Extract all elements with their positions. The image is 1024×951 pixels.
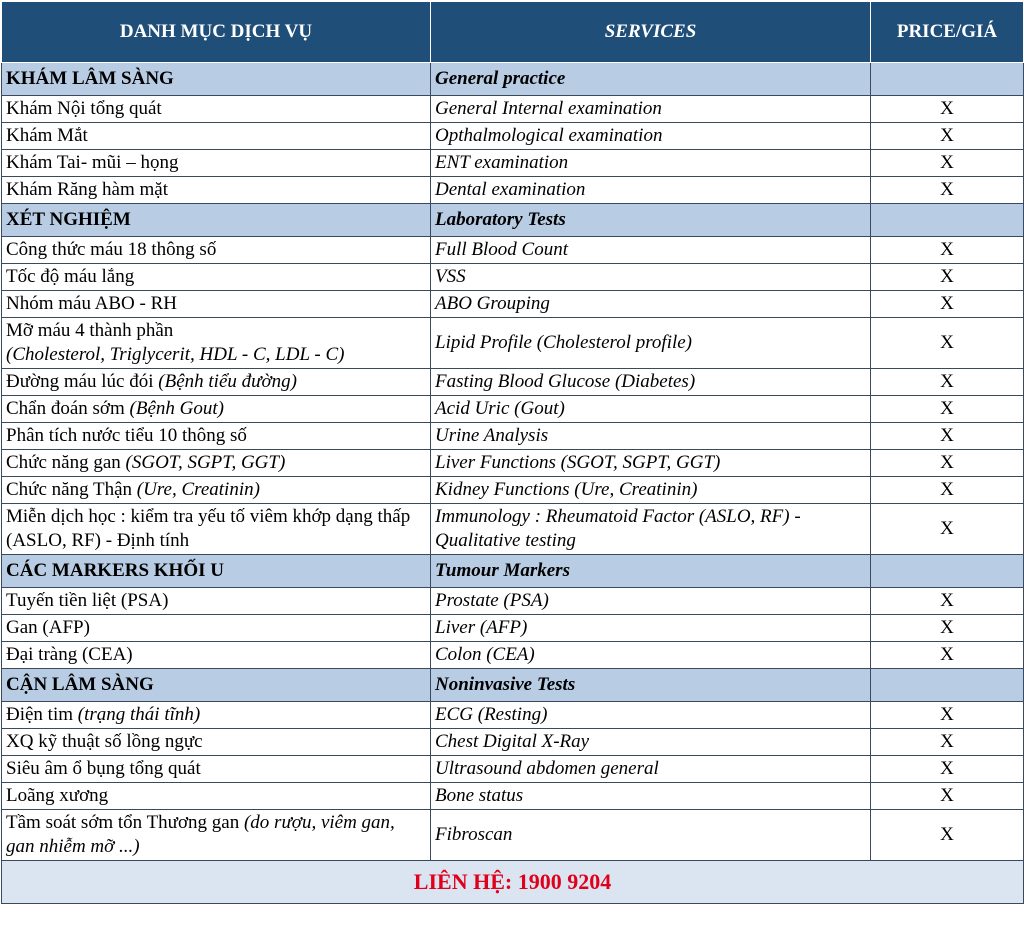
section-title-en: Tumour Markers xyxy=(431,555,871,588)
service-name-en: Bone status xyxy=(431,783,871,810)
service-name-vi-text: Khám Mắt xyxy=(6,125,88,146)
service-name-en: General Internal examination xyxy=(431,96,871,123)
service-name-vi xyxy=(2,504,431,555)
service-note-vi: (do rượu, viêm gan, gan nhiễm mỡ ...) xyxy=(6,812,395,857)
service-name-en: Fibroscan xyxy=(431,810,871,861)
section-price-empty xyxy=(871,555,1024,588)
service-name-vi xyxy=(2,729,431,756)
service-name-vi-text: Loãng xương xyxy=(6,785,109,806)
service-row xyxy=(2,291,1024,318)
service-name-vi-text: Phân tích nước tiểu 10 thông số xyxy=(6,425,247,446)
section-title-en: Noninvasive Tests xyxy=(431,669,871,702)
service-note-vi: (trạng thái tĩnh) xyxy=(77,704,201,725)
service-name-en: Ultrasound abdomen general xyxy=(431,756,871,783)
service-row xyxy=(2,318,1024,369)
service-name-en: Lipid Profile (Cholesterol profile) xyxy=(431,318,871,369)
service-price: X xyxy=(871,477,1024,504)
service-name-vi-text: Khám Tai- mũi – họng xyxy=(6,152,179,173)
service-name-en: Liver Functions (SGOT, SGPT, GGT) xyxy=(431,450,871,477)
section-row xyxy=(2,669,1024,702)
service-name-vi xyxy=(2,642,431,669)
service-row xyxy=(2,123,1024,150)
service-row xyxy=(2,615,1024,642)
header-services-en: SERVICES xyxy=(431,2,871,63)
service-name-vi-text: Đại tràng (CEA) xyxy=(6,644,133,665)
service-row xyxy=(2,477,1024,504)
service-name-vi xyxy=(2,615,431,642)
service-name-vi-text: Công thức máu 18 thông số xyxy=(6,239,217,260)
service-price: X xyxy=(871,291,1024,318)
service-row xyxy=(2,642,1024,669)
service-name-vi-text: Khám Răng hàm mặt xyxy=(6,179,168,200)
service-row xyxy=(2,237,1024,264)
service-price: X xyxy=(871,810,1024,861)
service-price: X xyxy=(871,588,1024,615)
service-price: X xyxy=(871,702,1024,729)
service-name-vi xyxy=(2,756,431,783)
service-name-en: Acid Uric (Gout) xyxy=(431,396,871,423)
service-name-vi-text: Tuyến tiền liệt (PSA) xyxy=(6,590,169,611)
service-name-vi xyxy=(2,177,431,204)
service-row xyxy=(2,96,1024,123)
service-name-vi xyxy=(2,702,431,729)
service-price: X xyxy=(871,783,1024,810)
service-price: X xyxy=(871,264,1024,291)
service-row xyxy=(2,504,1024,555)
service-price: X xyxy=(871,150,1024,177)
service-note-vi: (Ure, Creatinin) xyxy=(136,479,260,500)
section-title-vi: XÉT NGHIỆM xyxy=(2,204,431,237)
service-name-vi-text: Khám Nội tổng quát xyxy=(6,98,162,119)
service-name-en: ECG (Resting) xyxy=(431,702,871,729)
service-name-vi xyxy=(2,150,431,177)
service-name-vi-text: Chức năng gan xyxy=(6,452,126,473)
service-row xyxy=(2,450,1024,477)
service-name-vi xyxy=(2,588,431,615)
service-note-vi: (Cholesterol, Triglycerit, HDL - C, LDL - C) xyxy=(6,344,345,365)
service-name-en: Colon (CEA) xyxy=(431,642,871,669)
service-row xyxy=(2,702,1024,729)
service-name-vi xyxy=(2,423,431,450)
service-name-en: Liver (AFP) xyxy=(431,615,871,642)
service-name-en: Urine Analysis xyxy=(431,423,871,450)
service-name-vi xyxy=(2,318,431,369)
service-name-en: ABO Grouping xyxy=(431,291,871,318)
service-price: X xyxy=(871,318,1024,369)
service-row xyxy=(2,369,1024,396)
service-name-vi xyxy=(2,96,431,123)
service-price: X xyxy=(871,756,1024,783)
header-service-list-vi: DANH MỤC DỊCH VỤ xyxy=(2,2,431,63)
section-title-en: General practice xyxy=(431,63,871,96)
service-price: X xyxy=(871,642,1024,669)
service-price: X xyxy=(871,504,1024,555)
section-row xyxy=(2,204,1024,237)
service-name-vi-text: Tầm soát sớm tổn Thương gan xyxy=(6,812,244,833)
section-price-empty xyxy=(871,204,1024,237)
service-name-vi-text: Chẩn đoán sớm xyxy=(6,398,130,419)
service-name-vi-text: Siêu âm ổ bụng tổng quát xyxy=(6,758,201,779)
section-price-empty xyxy=(871,669,1024,702)
service-name-en: Opthalmological examination xyxy=(431,123,871,150)
service-price: X xyxy=(871,729,1024,756)
service-row xyxy=(2,264,1024,291)
table-header-row xyxy=(2,2,1024,63)
service-price: X xyxy=(871,615,1024,642)
service-name-vi-text: Đường máu lúc đói xyxy=(6,371,159,392)
section-title-vi: CÁC MARKERS KHỐI U xyxy=(2,555,431,588)
service-name-en: ENT examination xyxy=(431,150,871,177)
section-price-empty xyxy=(871,63,1024,96)
service-name-vi-text: Chức năng Thận xyxy=(6,479,137,500)
section-title-vi: CẬN LÂM SÀNG xyxy=(2,669,431,702)
service-price: X xyxy=(871,177,1024,204)
service-name-vi xyxy=(2,810,431,861)
service-name-vi-text: Mỡ máu 4 thành phần xyxy=(6,320,174,341)
service-price: X xyxy=(871,96,1024,123)
service-row xyxy=(2,810,1024,861)
service-price: X xyxy=(871,123,1024,150)
header-price: PRICE/GIÁ xyxy=(871,2,1024,63)
service-note-vi: (SGOT, SGPT, GGT) xyxy=(125,452,286,473)
section-title-en: Laboratory Tests xyxy=(431,204,871,237)
contact-hotline: LIÊN HỆ: 1900 9204 xyxy=(2,861,1024,904)
service-row xyxy=(2,588,1024,615)
service-name-vi xyxy=(2,477,431,504)
service-name-vi-text: Gan (AFP) xyxy=(6,617,90,638)
service-name-vi xyxy=(2,123,431,150)
service-name-en: Prostate (PSA) xyxy=(431,588,871,615)
service-price: X xyxy=(871,423,1024,450)
service-name-vi-text: Nhóm máu ABO - RH xyxy=(6,293,177,314)
service-price: X xyxy=(871,237,1024,264)
service-row xyxy=(2,150,1024,177)
service-row xyxy=(2,177,1024,204)
service-row xyxy=(2,423,1024,450)
service-name-en: Kidney Functions (Ure, Creatinin) xyxy=(431,477,871,504)
service-name-en: Full Blood Count xyxy=(431,237,871,264)
service-name-en: Immunology : Rheumatoid Factor (ASLO, RF) - Qualitative testing xyxy=(431,504,871,555)
service-name-en: Chest Digital X-Ray xyxy=(431,729,871,756)
section-title-vi: KHÁM LÂM SÀNG xyxy=(2,63,431,96)
service-price: X xyxy=(871,396,1024,423)
service-name-vi xyxy=(2,369,431,396)
service-name-vi xyxy=(2,264,431,291)
service-row xyxy=(2,756,1024,783)
service-row xyxy=(2,783,1024,810)
service-note-vi: (Bệnh tiểu đường) xyxy=(158,371,297,392)
service-price: X xyxy=(871,450,1024,477)
service-name-en: VSS xyxy=(431,264,871,291)
service-name-vi-text: Miễn dịch học : kiểm tra yếu tố viêm khớp dạng thấp (ASLO, RF) - Định tính xyxy=(6,506,411,551)
service-row xyxy=(2,729,1024,756)
service-note-vi: (Bệnh Gout) xyxy=(129,398,224,419)
service-name-en: Dental examination xyxy=(431,177,871,204)
service-name-vi xyxy=(2,291,431,318)
contact-footer-row xyxy=(2,861,1024,904)
services-price-table xyxy=(1,1,1024,904)
service-name-vi xyxy=(2,783,431,810)
service-name-vi-text: Tốc độ máu lắng xyxy=(6,266,135,287)
service-price: X xyxy=(871,369,1024,396)
service-name-en: Fasting Blood Glucose (Diabetes) xyxy=(431,369,871,396)
section-row xyxy=(2,63,1024,96)
service-name-vi xyxy=(2,450,431,477)
section-row xyxy=(2,555,1024,588)
service-row xyxy=(2,396,1024,423)
service-name-vi xyxy=(2,396,431,423)
service-name-vi-text: XQ kỹ thuật số lồng ngực xyxy=(6,731,203,752)
service-name-vi xyxy=(2,237,431,264)
service-name-vi-text: Điện tim xyxy=(6,704,78,725)
